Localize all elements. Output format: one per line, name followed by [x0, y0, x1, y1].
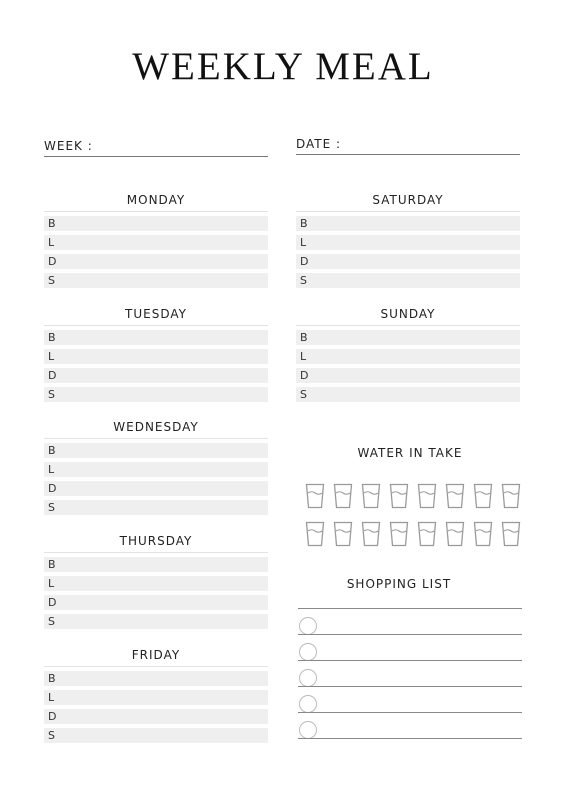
meal-row[interactable] [44, 614, 268, 629]
week-field[interactable] [44, 139, 268, 159]
water-glass-icon[interactable] [445, 483, 465, 509]
meal-row[interactable] [44, 216, 268, 231]
meal-row[interactable] [44, 368, 268, 383]
water-glass-icon[interactable] [445, 521, 465, 547]
meal-row[interactable] [296, 235, 520, 250]
day-name: WEDNESDAY [113, 420, 199, 434]
checkbox-circle-icon[interactable] [299, 695, 317, 713]
meal-row[interactable] [296, 273, 520, 288]
day-name: FRIDAY [131, 648, 181, 662]
meal-row[interactable] [44, 728, 268, 743]
shopping-item-underline [298, 738, 522, 739]
day-section-monday [44, 191, 268, 288]
meal-row[interactable] [44, 273, 268, 288]
water-glass-icon[interactable] [389, 521, 409, 547]
water-glass-icon[interactable] [361, 483, 381, 509]
day-divider [296, 325, 520, 326]
day-divider [44, 666, 268, 667]
meal-label: S [300, 388, 307, 401]
date-underline [296, 154, 520, 155]
meal-label: B [300, 331, 308, 344]
meal-label: B [48, 672, 56, 685]
meal-row[interactable] [296, 216, 520, 231]
day-name: TUESDAY [125, 307, 187, 321]
water-intake-title: WATER IN TAKE [357, 446, 463, 460]
checkbox-circle-icon[interactable] [299, 721, 317, 739]
meal-label: S [300, 274, 307, 287]
meal-label: B [48, 331, 56, 344]
meal-row[interactable] [296, 349, 520, 364]
day-section-sunday [296, 305, 520, 402]
meal-row[interactable] [44, 387, 268, 402]
meal-label: D [300, 255, 309, 268]
week-underline [44, 156, 268, 157]
meal-row[interactable] [44, 481, 268, 496]
meal-label: S [48, 388, 55, 401]
meal-row[interactable] [44, 443, 268, 458]
checkbox-circle-icon[interactable] [299, 643, 317, 661]
day-name: MONDAY [126, 193, 186, 207]
week-label: WEEK : [44, 139, 93, 153]
shopping-list-item[interactable] [298, 661, 522, 687]
shopping-list-item[interactable] [298, 713, 522, 739]
meal-row[interactable] [44, 557, 268, 572]
day-divider [44, 438, 268, 439]
water-glass-icon[interactable] [417, 483, 437, 509]
day-name: SATURDAY [372, 193, 444, 207]
meal-label: D [48, 482, 57, 495]
day-name: THURSDAY [119, 534, 193, 548]
meal-label: S [48, 274, 55, 287]
meal-row[interactable] [296, 330, 520, 345]
meal-row[interactable] [296, 368, 520, 383]
day-divider [44, 325, 268, 326]
date-field[interactable] [296, 137, 520, 157]
meal-label: L [48, 577, 55, 590]
meal-row[interactable] [44, 462, 268, 477]
meal-label: S [48, 501, 55, 514]
meal-row[interactable] [44, 330, 268, 345]
meal-label: S [48, 729, 55, 742]
day-section-thursday [44, 532, 268, 629]
meal-row[interactable] [44, 576, 268, 591]
meal-label: D [300, 369, 309, 382]
meal-label: L [48, 236, 55, 249]
water-glass-icon[interactable] [417, 521, 437, 547]
meal-label: L [48, 350, 55, 363]
meal-label: B [300, 217, 308, 230]
water-glass-icon[interactable] [389, 483, 409, 509]
date-label: DATE : [296, 137, 342, 151]
water-glass-icon[interactable] [473, 521, 493, 547]
meal-label: D [48, 710, 57, 723]
water-glass-icon[interactable] [305, 483, 325, 509]
shopping-list-title: SHOPPING LIST [346, 577, 452, 591]
day-section-tuesday [44, 305, 268, 402]
day-section-saturday [296, 191, 520, 288]
water-glass-icon[interactable] [333, 521, 353, 547]
meal-label: B [48, 217, 56, 230]
meal-row[interactable] [44, 254, 268, 269]
day-section-friday [44, 646, 268, 743]
water-glass-icon[interactable] [305, 521, 325, 547]
page-title: WEEKLY MEAL [132, 45, 434, 88]
meal-label: B [48, 444, 56, 457]
meal-row[interactable] [44, 709, 268, 724]
meal-row[interactable] [44, 595, 268, 610]
water-glass-icon[interactable] [361, 521, 381, 547]
meal-label: L [48, 691, 55, 704]
water-glass-icon[interactable] [501, 521, 521, 547]
meal-row[interactable] [296, 387, 520, 402]
meal-label: L [300, 350, 307, 363]
meal-label: L [48, 463, 55, 476]
meal-row[interactable] [44, 690, 268, 705]
day-divider [296, 211, 520, 212]
meal-row[interactable] [296, 254, 520, 269]
meal-label: S [48, 615, 55, 628]
day-name: SUNDAY [380, 307, 436, 321]
water-glass-icon[interactable] [501, 483, 521, 509]
meal-label: B [48, 558, 56, 571]
shopping-list-item[interactable] [298, 609, 522, 635]
meal-row[interactable] [44, 235, 268, 250]
shopping-list-item[interactable] [298, 635, 522, 661]
day-divider [44, 552, 268, 553]
meal-row[interactable] [44, 671, 268, 686]
checkbox-circle-icon[interactable] [299, 617, 317, 635]
meal-row[interactable] [44, 500, 268, 515]
meal-row[interactable] [44, 349, 268, 364]
water-glass-icon[interactable] [333, 483, 353, 509]
day-divider [44, 211, 268, 212]
meal-label: D [48, 255, 57, 268]
meal-label: L [300, 236, 307, 249]
checkbox-circle-icon[interactable] [299, 669, 317, 687]
water-glass-icon[interactable] [473, 483, 493, 509]
meal-label: D [48, 596, 57, 609]
shopping-list-item[interactable] [298, 687, 522, 713]
meal-label: D [48, 369, 57, 382]
day-section-wednesday [44, 418, 268, 515]
